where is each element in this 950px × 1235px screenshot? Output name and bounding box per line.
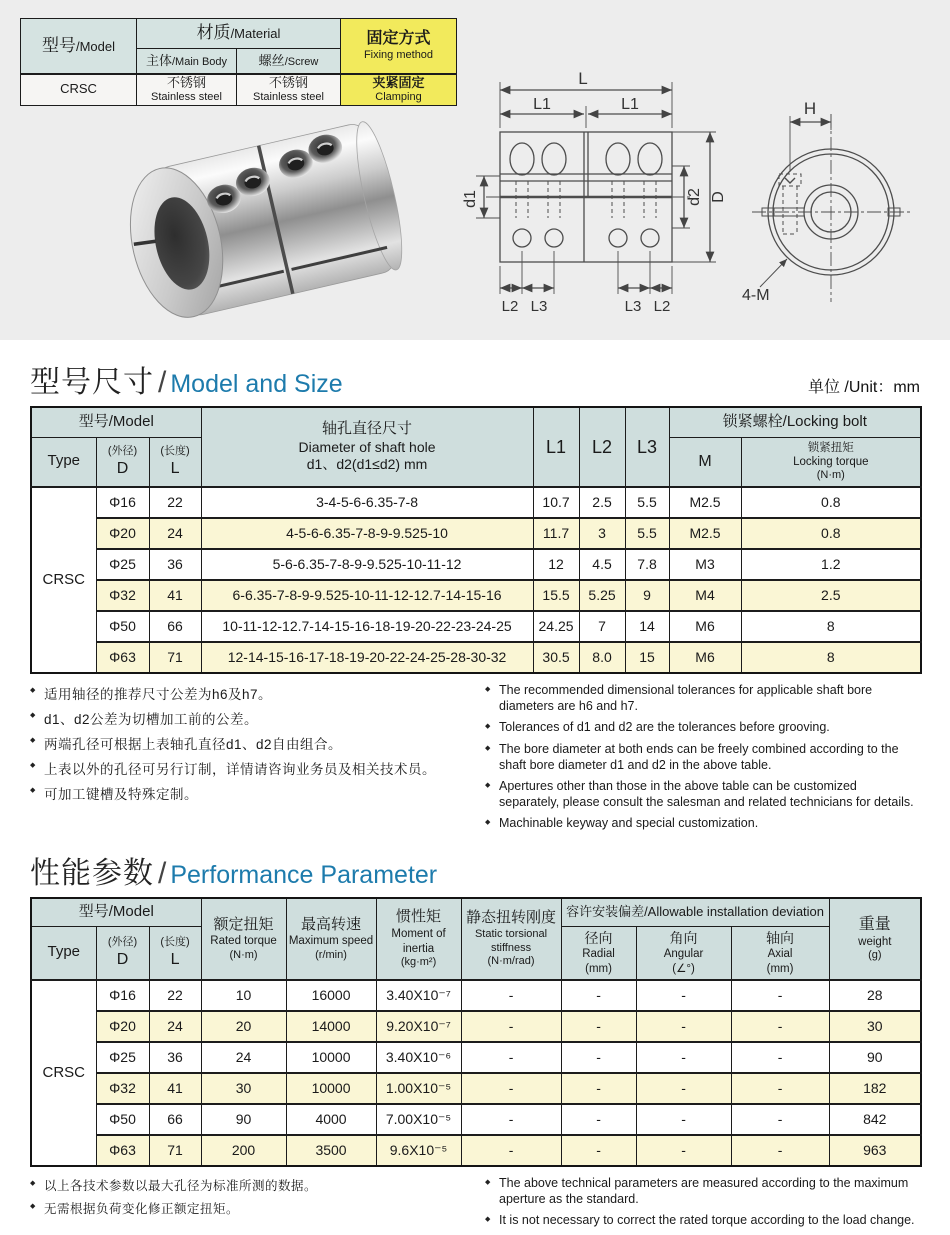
cell-angular: -	[636, 1104, 731, 1135]
cell-l: 24	[149, 1011, 201, 1042]
cell-max-speed: 10000	[286, 1073, 376, 1104]
perf-h-angular-unit: (∠°)	[672, 962, 695, 975]
cell-angular: -	[636, 1135, 731, 1166]
size-h-l1: L1	[533, 407, 579, 487]
cell-rated-torque: 30	[201, 1073, 286, 1104]
cell-l3: 5.5	[625, 487, 669, 518]
dim-label-d1: d1	[462, 190, 479, 208]
model-header-cell	[21, 19, 137, 74]
note-item: ◆ 上表以外的孔径可另行订制，详情请咨询业务员及相关技术员。	[30, 758, 485, 778]
note-item: ◆ Apertures other than those in the above table can be customized separately, please consult the salesman and related technicians for details.	[485, 779, 920, 810]
cell-d: Φ20	[96, 518, 149, 549]
cell-l3: 15	[625, 642, 669, 673]
perf-row-16	[31, 980, 921, 1011]
cell-m: M2.5	[669, 518, 741, 549]
size-row-32	[31, 580, 921, 611]
main-body-en: /Main Body	[171, 55, 228, 68]
main-body-value-en: Stainless steel	[151, 90, 222, 103]
dim-label-l2-left: L2	[501, 298, 519, 315]
cell-rated-torque: 200	[201, 1135, 286, 1166]
cell-stiffness: -	[461, 1073, 561, 1104]
perf-h-speed-cn: 最高转速	[301, 915, 362, 933]
cell-holes: 3-4-5-6-6.35-7-8	[201, 487, 533, 518]
dim-label-h: H	[803, 99, 817, 118]
size-h-hole-cn: 轴孔直径尺寸	[322, 420, 413, 438]
cell-l2: 8.0	[579, 642, 625, 673]
size-h-l	[149, 437, 201, 487]
perf-h-l	[149, 926, 201, 980]
size-h-torque-en: Locking torque	[793, 455, 869, 468]
cell-inertia: 9.6X10⁻⁵	[376, 1135, 461, 1166]
cell-torque: 1.2	[741, 549, 921, 580]
size-row-20	[31, 518, 921, 549]
cell-holes: 12-14-15-16-17-18-19-20-22-24-25-28-30-32	[201, 642, 533, 673]
cell-l2: 2.5	[579, 487, 625, 518]
perf-title-divider: /	[158, 857, 167, 890]
material-header-cn: 材质	[196, 23, 231, 43]
cell-inertia: 7.00X10⁻⁵	[376, 1104, 461, 1135]
cell-l: 41	[149, 1073, 201, 1104]
size-h-model: 型号/Model	[31, 407, 201, 437]
cell-l1: 30.5	[533, 642, 579, 673]
perf-h-inertia-en: Moment of inertia	[391, 928, 446, 955]
cell-inertia: 3.40X10⁻⁶	[376, 1042, 461, 1073]
perf-notes-en	[485, 1176, 920, 1235]
cell-d: Φ20	[96, 1011, 149, 1042]
perf-h-l-sub: (长度)	[160, 935, 190, 948]
screw-value-cell	[237, 74, 341, 106]
cell-l3: 5.5	[625, 518, 669, 549]
perf-h-torque-cn: 额定扭矩	[213, 915, 274, 933]
cell-radial: -	[561, 1073, 636, 1104]
dim-label-d: D	[710, 191, 727, 203]
fixing-value-cn: 夹紧固定	[372, 74, 425, 90]
performance-table	[30, 897, 922, 1167]
cell-max-speed: 14000	[286, 1011, 376, 1042]
perf-h-axial-en: Axial	[767, 948, 793, 961]
size-h-hole	[201, 407, 533, 487]
size-section-header	[30, 357, 920, 401]
cell-d: Φ32	[96, 1073, 149, 1104]
size-title-divider: /	[158, 366, 167, 399]
dim-label-l2-right: L2	[653, 298, 671, 315]
cell-axial: -	[731, 1011, 829, 1042]
screw-value-en: Stainless steel	[253, 90, 324, 103]
model-header-en: /Model	[75, 38, 116, 54]
dim-label-l3-left: L3	[530, 298, 548, 315]
size-h-m: M	[669, 437, 741, 487]
perf-h-radial-en: Radial	[582, 948, 615, 961]
cell-m: M6	[669, 611, 741, 642]
perf-h-model: 型号/Model	[31, 898, 201, 926]
cell-weight: 90	[829, 1042, 921, 1073]
fixing-value-en: Clamping	[375, 90, 422, 103]
perf-h-angular-cn: 角向	[669, 929, 698, 946]
size-row-25	[31, 549, 921, 580]
cell-rated-torque: 24	[201, 1042, 286, 1073]
perf-h-axial	[731, 926, 829, 980]
size-h-torque-cn: 锁紧扭矩	[807, 441, 854, 454]
dim-label-d2: d2	[686, 188, 703, 206]
cell-axial: -	[731, 1104, 829, 1135]
perf-h-speed-unit: (r/min)	[315, 948, 347, 961]
cell-rated-torque: 10	[201, 980, 286, 1011]
cell-holes: 5-6-6.35-7-8-9-9.525-10-11-12	[201, 549, 533, 580]
cell-radial: -	[561, 1135, 636, 1166]
screw-en: /Screw	[284, 55, 319, 68]
screw-cn: 螺丝	[258, 52, 285, 68]
cell-inertia: 9.20X10⁻⁷	[376, 1011, 461, 1042]
note-item: ◆ 以上各技术参数以最大孔径为标准所测的数据。	[30, 1176, 485, 1194]
perf-h-inertia-cn: 惯性矩	[396, 908, 442, 926]
cell-m: M3	[669, 549, 741, 580]
side-view-svg	[458, 66, 726, 318]
cell-radial: -	[561, 980, 636, 1011]
fixing-header-cell	[341, 19, 457, 74]
cell-m: M2.5	[669, 487, 741, 518]
main-body-header-cell	[137, 49, 237, 74]
unit-label: 单位 /Unit：mm	[807, 379, 920, 396]
perf-h-d	[96, 926, 149, 980]
cell-l1: 11.7	[533, 518, 579, 549]
model-header-cn: 型号	[41, 35, 76, 55]
cell-l: 71	[149, 642, 201, 673]
size-h-type: Type	[31, 437, 96, 487]
cell-axial: -	[731, 1073, 829, 1104]
perf-h-torque	[201, 898, 286, 980]
cell-weight: 963	[829, 1135, 921, 1166]
size-h-l2: L2	[579, 407, 625, 487]
screw-header-cell	[237, 49, 341, 74]
cell-torque: 0.8	[741, 487, 921, 518]
perf-h-d-sub: (外径)	[107, 935, 138, 948]
main-body-value-cn: 不锈钢	[166, 74, 206, 90]
cell-d: Φ16	[96, 487, 149, 518]
cell-d: Φ16	[96, 980, 149, 1011]
material-header-cell	[137, 19, 341, 49]
dim-label-l1-right: L1	[621, 96, 639, 113]
perf-h-l-main: L	[170, 950, 180, 968]
perf-h-radial-cn: 径向	[584, 929, 613, 946]
cell-l: 41	[149, 580, 201, 611]
model-value-cell: CRSC	[21, 74, 137, 106]
dim-label-l1-left: L1	[533, 96, 551, 113]
main-body-cn: 主体	[145, 52, 172, 68]
end-view-drawing	[726, 84, 931, 321]
cell-angular: -	[636, 980, 731, 1011]
cell-d: Φ25	[96, 1042, 149, 1073]
note-item: ◆ 无需根据负荷变化修正额定扭矩。	[30, 1199, 485, 1217]
cell-l: 22	[149, 980, 201, 1011]
fixing-header-cn: 固定方式	[366, 30, 431, 48]
cell-weight: 28	[829, 980, 921, 1011]
material-header-en: /Material	[230, 26, 281, 42]
perf-h-weight-unit: (g)	[868, 949, 882, 962]
cell-l2: 5.25	[579, 580, 625, 611]
coupling-photo-illustration	[82, 108, 432, 336]
cell-d: Φ63	[96, 642, 149, 673]
perf-h-stiffness-cn: 静态扭转刚度	[466, 909, 557, 926]
perf-h-inertia-unit: (kg·m²)	[400, 955, 437, 968]
fixing-value-cell	[341, 74, 457, 106]
note-item: ◆ 适用轴径的推荐尺寸公差为h6及h7。	[30, 683, 485, 703]
cell-d: Φ50	[96, 1104, 149, 1135]
perf-h-angular-en: Angular	[663, 948, 704, 961]
size-type-cell: CRSC	[31, 487, 96, 673]
cell-max-speed: 4000	[286, 1104, 376, 1135]
cell-rated-torque: 20	[201, 1011, 286, 1042]
cell-axial: -	[731, 980, 829, 1011]
cell-stiffness: -	[461, 1135, 561, 1166]
cell-inertia: 1.00X10⁻⁵	[376, 1073, 461, 1104]
cell-stiffness: -	[461, 980, 561, 1011]
perf-h-torque-unit: (N·m)	[229, 948, 258, 961]
cell-l2: 4.5	[579, 549, 625, 580]
perf-row-25	[31, 1042, 921, 1073]
hero-band	[0, 0, 950, 340]
size-h-torque	[741, 437, 921, 487]
cell-l1: 12	[533, 549, 579, 580]
note-item: ◆ The recommended dimensional tolerances for applicable shaft bore diameters are h6 and h7.	[485, 683, 920, 714]
cell-torque: 2.5	[741, 580, 921, 611]
size-h-l-sub: (长度)	[160, 444, 190, 457]
cell-holes: 6-6.35-7-8-9-9.525-10-11-12-12.7-14-15-16	[201, 580, 533, 611]
cell-max-speed: 3500	[286, 1135, 376, 1166]
cell-d: Φ32	[96, 580, 149, 611]
size-title-en: Model and Size	[170, 370, 343, 398]
size-h-l3: L3	[625, 407, 669, 487]
note-item: ◆ The above technical parameters are measured according to the maximum aperture as the standard.	[485, 1176, 920, 1207]
note-item: ◆ Tolerances of d1 and d2 are the tolerances before grooving.	[485, 720, 920, 736]
cell-axial: -	[731, 1135, 829, 1166]
size-h-torque-unit: (N·m)	[816, 469, 845, 482]
cell-l: 36	[149, 549, 201, 580]
product-photo	[82, 108, 432, 341]
note-item: ◆ It is not necessary to correct the rated torque according to the load change.	[485, 1213, 920, 1229]
perf-row-50	[31, 1104, 921, 1135]
cell-m: M4	[669, 580, 741, 611]
size-h-d-sub: (外径)	[107, 444, 138, 457]
perf-h-radial	[561, 926, 636, 980]
perf-type-cell: CRSC	[31, 980, 96, 1166]
cell-max-speed: 10000	[286, 1042, 376, 1073]
cell-l3: 7.8	[625, 549, 669, 580]
cell-angular: -	[636, 1073, 731, 1104]
perf-notes	[30, 1176, 920, 1235]
perf-h-axial-unit: (mm)	[766, 962, 794, 975]
cell-inertia: 3.40X10⁻⁷	[376, 980, 461, 1011]
cell-l: 66	[149, 1104, 201, 1135]
cell-l1: 10.7	[533, 487, 579, 518]
cell-holes: 10-11-12-12.7-14-15-16-18-19-20-22-23-24-25	[201, 611, 533, 642]
cell-l3: 14	[625, 611, 669, 642]
size-table	[30, 406, 922, 674]
note-item: ◆ 两端孔径可根据上表轴孔直径d1、d2自由组合。	[30, 733, 485, 753]
cell-torque: 8	[741, 642, 921, 673]
size-row-63	[31, 642, 921, 673]
dim-label-l3-right: L3	[624, 298, 642, 315]
size-row-16	[31, 487, 921, 518]
note-item: ◆ 可加工键槽及特殊定制。	[30, 783, 485, 803]
note-item: ◆ The bore diameter at both ends can be freely combined according to the shaft bore diameter d1 and d2 in the above table.	[485, 742, 920, 773]
perf-h-inertia	[376, 898, 461, 980]
cell-angular: -	[636, 1042, 731, 1073]
main-body-value-cell	[137, 74, 237, 106]
main-content	[30, 340, 920, 1235]
cell-l3: 9	[625, 580, 669, 611]
side-view-drawing	[458, 66, 726, 323]
dim-label-l: L	[578, 69, 588, 88]
perf-row-20	[31, 1011, 921, 1042]
cell-radial: -	[561, 1042, 636, 1073]
perf-h-d-main: D	[116, 950, 129, 968]
size-notes-en	[485, 683, 920, 838]
cell-d: Φ25	[96, 549, 149, 580]
cell-max-speed: 16000	[286, 980, 376, 1011]
cell-l: 66	[149, 611, 201, 642]
cell-l: 22	[149, 487, 201, 518]
perf-h-stiffness-en: Static torsional stiffness	[474, 927, 548, 954]
cell-stiffness: -	[461, 1042, 561, 1073]
perf-title-en: Performance Parameter	[170, 861, 438, 889]
cell-weight: 842	[829, 1104, 921, 1135]
size-h-d-main: D	[116, 459, 129, 477]
cell-angular: -	[636, 1011, 731, 1042]
material-spec-table	[20, 18, 457, 106]
cell-stiffness: -	[461, 1104, 561, 1135]
cell-torque: 0.8	[741, 518, 921, 549]
cell-l1: 15.5	[533, 580, 579, 611]
cell-axial: -	[731, 1042, 829, 1073]
cell-weight: 30	[829, 1011, 921, 1042]
cell-m: M6	[669, 642, 741, 673]
cell-d: Φ50	[96, 611, 149, 642]
cell-weight: 182	[829, 1073, 921, 1104]
perf-row-32	[31, 1073, 921, 1104]
perf-section-header	[30, 848, 920, 892]
fixing-header-en: Fixing method	[363, 48, 434, 61]
perf-h-speed	[286, 898, 376, 980]
perf-h-weight-en: weight	[858, 935, 892, 948]
perf-h-torque-en: Rated torque	[210, 935, 277, 948]
cell-torque: 8	[741, 611, 921, 642]
perf-h-type: Type	[31, 926, 96, 980]
size-title-cn: 型号尺寸	[30, 366, 154, 399]
cell-l2: 3	[579, 518, 625, 549]
cell-rated-torque: 90	[201, 1104, 286, 1135]
cell-l2: 7	[579, 611, 625, 642]
size-h-l-main: L	[170, 459, 180, 477]
size-row-50	[31, 611, 921, 642]
size-notes	[30, 683, 920, 838]
note-item: ◆ d1、d2公差为切槽加工前的公差。	[30, 708, 485, 728]
cell-l1: 24.25	[533, 611, 579, 642]
size-h-bolt: 锁紧螺栓/Locking bolt	[669, 407, 921, 437]
perf-h-stiffness	[461, 898, 561, 980]
bolt-spec-label: 4-M	[742, 287, 770, 304]
screw-value-cn: 不锈钢	[268, 74, 308, 90]
perf-h-radial-unit: (mm)	[585, 962, 612, 975]
cell-l: 24	[149, 518, 201, 549]
cell-l: 36	[149, 1042, 201, 1073]
cell-radial: -	[561, 1011, 636, 1042]
perf-h-axial-cn: 轴向	[766, 929, 795, 946]
perf-h-weight-cn: 重量	[858, 915, 891, 933]
perf-title-cn: 性能参数	[30, 857, 154, 890]
cell-radial: -	[561, 1104, 636, 1135]
cell-d: Φ63	[96, 1135, 149, 1166]
cell-stiffness: -	[461, 1011, 561, 1042]
perf-notes-cn	[30, 1176, 485, 1235]
size-h-d	[96, 437, 149, 487]
perf-h-angular	[636, 926, 731, 980]
size-h-hole-en: Diameter of shaft hole	[298, 438, 436, 455]
perf-h-weight	[829, 898, 921, 980]
perf-h-speed-en: Maximum speed	[288, 935, 374, 948]
cell-l: 71	[149, 1135, 201, 1166]
perf-h-deviation: 容许安装偏差/Allowable installation deviation	[561, 898, 829, 926]
note-item: ◆ Machinable keyway and special customization.	[485, 816, 920, 832]
size-notes-cn	[30, 683, 485, 838]
perf-h-stiffness-unit: (N·m/rad)	[487, 955, 535, 968]
cell-holes: 4-5-6-6.35-7-8-9-9.525-10	[201, 518, 533, 549]
perf-row-63	[31, 1135, 921, 1166]
size-h-hole-range: d1、d2(d1≤d2) mm	[306, 456, 428, 473]
end-view-svg	[726, 84, 931, 316]
